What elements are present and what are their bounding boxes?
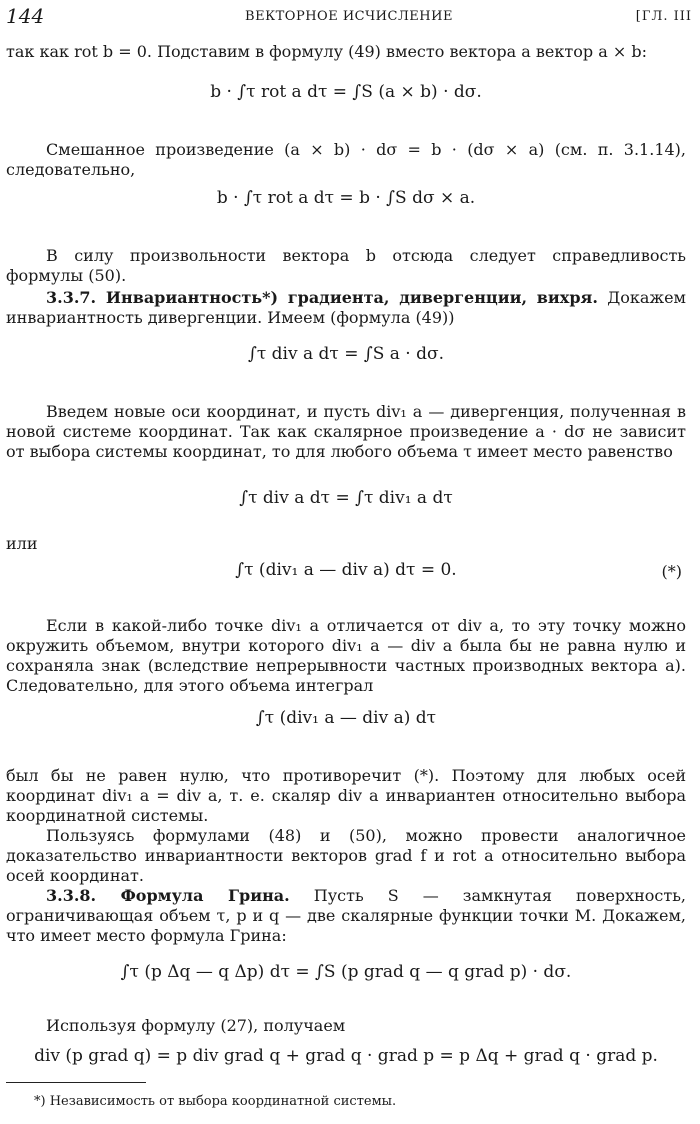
paragraph-2: Смешанное произведение (a × b) · dσ = b · (dσ × a) (см. п. 3.1.14), следовательно,	[6, 140, 686, 179]
section-3-3-8-title: 3.3.8. Формула Грина.	[46, 886, 290, 905]
page-header	[6, 4, 692, 28]
paragraph-8: Используя формулу (27), получаем	[46, 1016, 346, 1035]
equation-7: ∫τ (p Δq — q Δp) dτ = ∫S (p grad q — q grad p) · dσ.	[120, 962, 572, 982]
chapter-label: [ГЛ. III	[635, 9, 692, 24]
equation-3: ∫τ div a dτ = ∫S a · dσ.	[247, 344, 444, 364]
section-3-3-7	[6, 288, 686, 328]
paragraph-4: Введем новые оси координат, и пусть div₁ a — дивергенция, полученная в новой системе координат. Так как скалярное произведение a · dσ не зависит от выбора системы координат, то для любого объема τ имеет место равенство	[6, 402, 686, 461]
paragraph-3: В силу произвольности вектора b отсюда следует справедливость формулы (50).	[6, 246, 686, 285]
footnote: *) Независимость от выбора координатной системы.	[34, 1094, 397, 1109]
equation-5-tag: (*)	[661, 562, 682, 581]
section-3-3-8-text: Пусть S — замкнутая поверхность, ограничивающая объем τ, p и q — две скалярные функции точки M. Докажем, что имеет место формула Грина:	[6, 886, 686, 945]
section-3-3-7-title: 3.3.7. Инвариантность*) градиента, дивергенции, вихря.	[46, 288, 598, 307]
footnote-rule	[6, 1082, 146, 1083]
section-3-3-7-text: Докажем инвариантность дивергенции. Имеем (формула (49))	[6, 288, 686, 327]
equation-2: b · ∫τ rot a dτ = b · ∫S dσ × a.	[216, 188, 476, 208]
section-3-3-8	[6, 886, 686, 946]
equation-6: ∫τ (div₁ a — div a) dτ	[255, 708, 437, 728]
paragraph-5: Если в какой-либо точке div₁ a отличается от div a, то эту точку можно окружить объемом, внутри которого div₁ a — div a была бы не равна нулю и сохраняла знак (вследствие непрерывности частных производных вектора a). Следовательно, для этого объема интеграл	[6, 616, 686, 695]
running-title: ВЕКТОРНОЕ ИСЧИСЛЕНИЕ	[245, 9, 453, 24]
equation-5: ∫τ (div₁ a — div a) dτ = 0.	[235, 560, 457, 580]
word-or: или	[6, 534, 38, 553]
paragraph-6: был бы не равен нулю, что противоречит (*). Поэтому для любых осей координат div₁ a = div a, т. е. скаляр div a инвариантен относительно выбора координатной системы.	[6, 766, 686, 825]
equation-8: div (p grad q) = p div grad q + grad q · grad p = p Δq + grad q · grad p.	[34, 1046, 658, 1066]
equation-1: b · ∫τ rot a dτ = ∫S (a × b) · dσ.	[210, 82, 482, 102]
equation-4: ∫τ div a dτ = ∫τ div₁ a dτ	[239, 488, 453, 508]
paragraph-7: Пользуясь формулами (48) и (50), можно провести аналогичное доказательство инвариантности векторов grad f и rot a относительно выбора осей координат.	[6, 826, 686, 885]
paragraph-1: так как rot b = 0. Подставим в формулу (49) вместо вектора a вектор a × b:	[6, 42, 647, 61]
page-number: 144	[6, 4, 45, 28]
